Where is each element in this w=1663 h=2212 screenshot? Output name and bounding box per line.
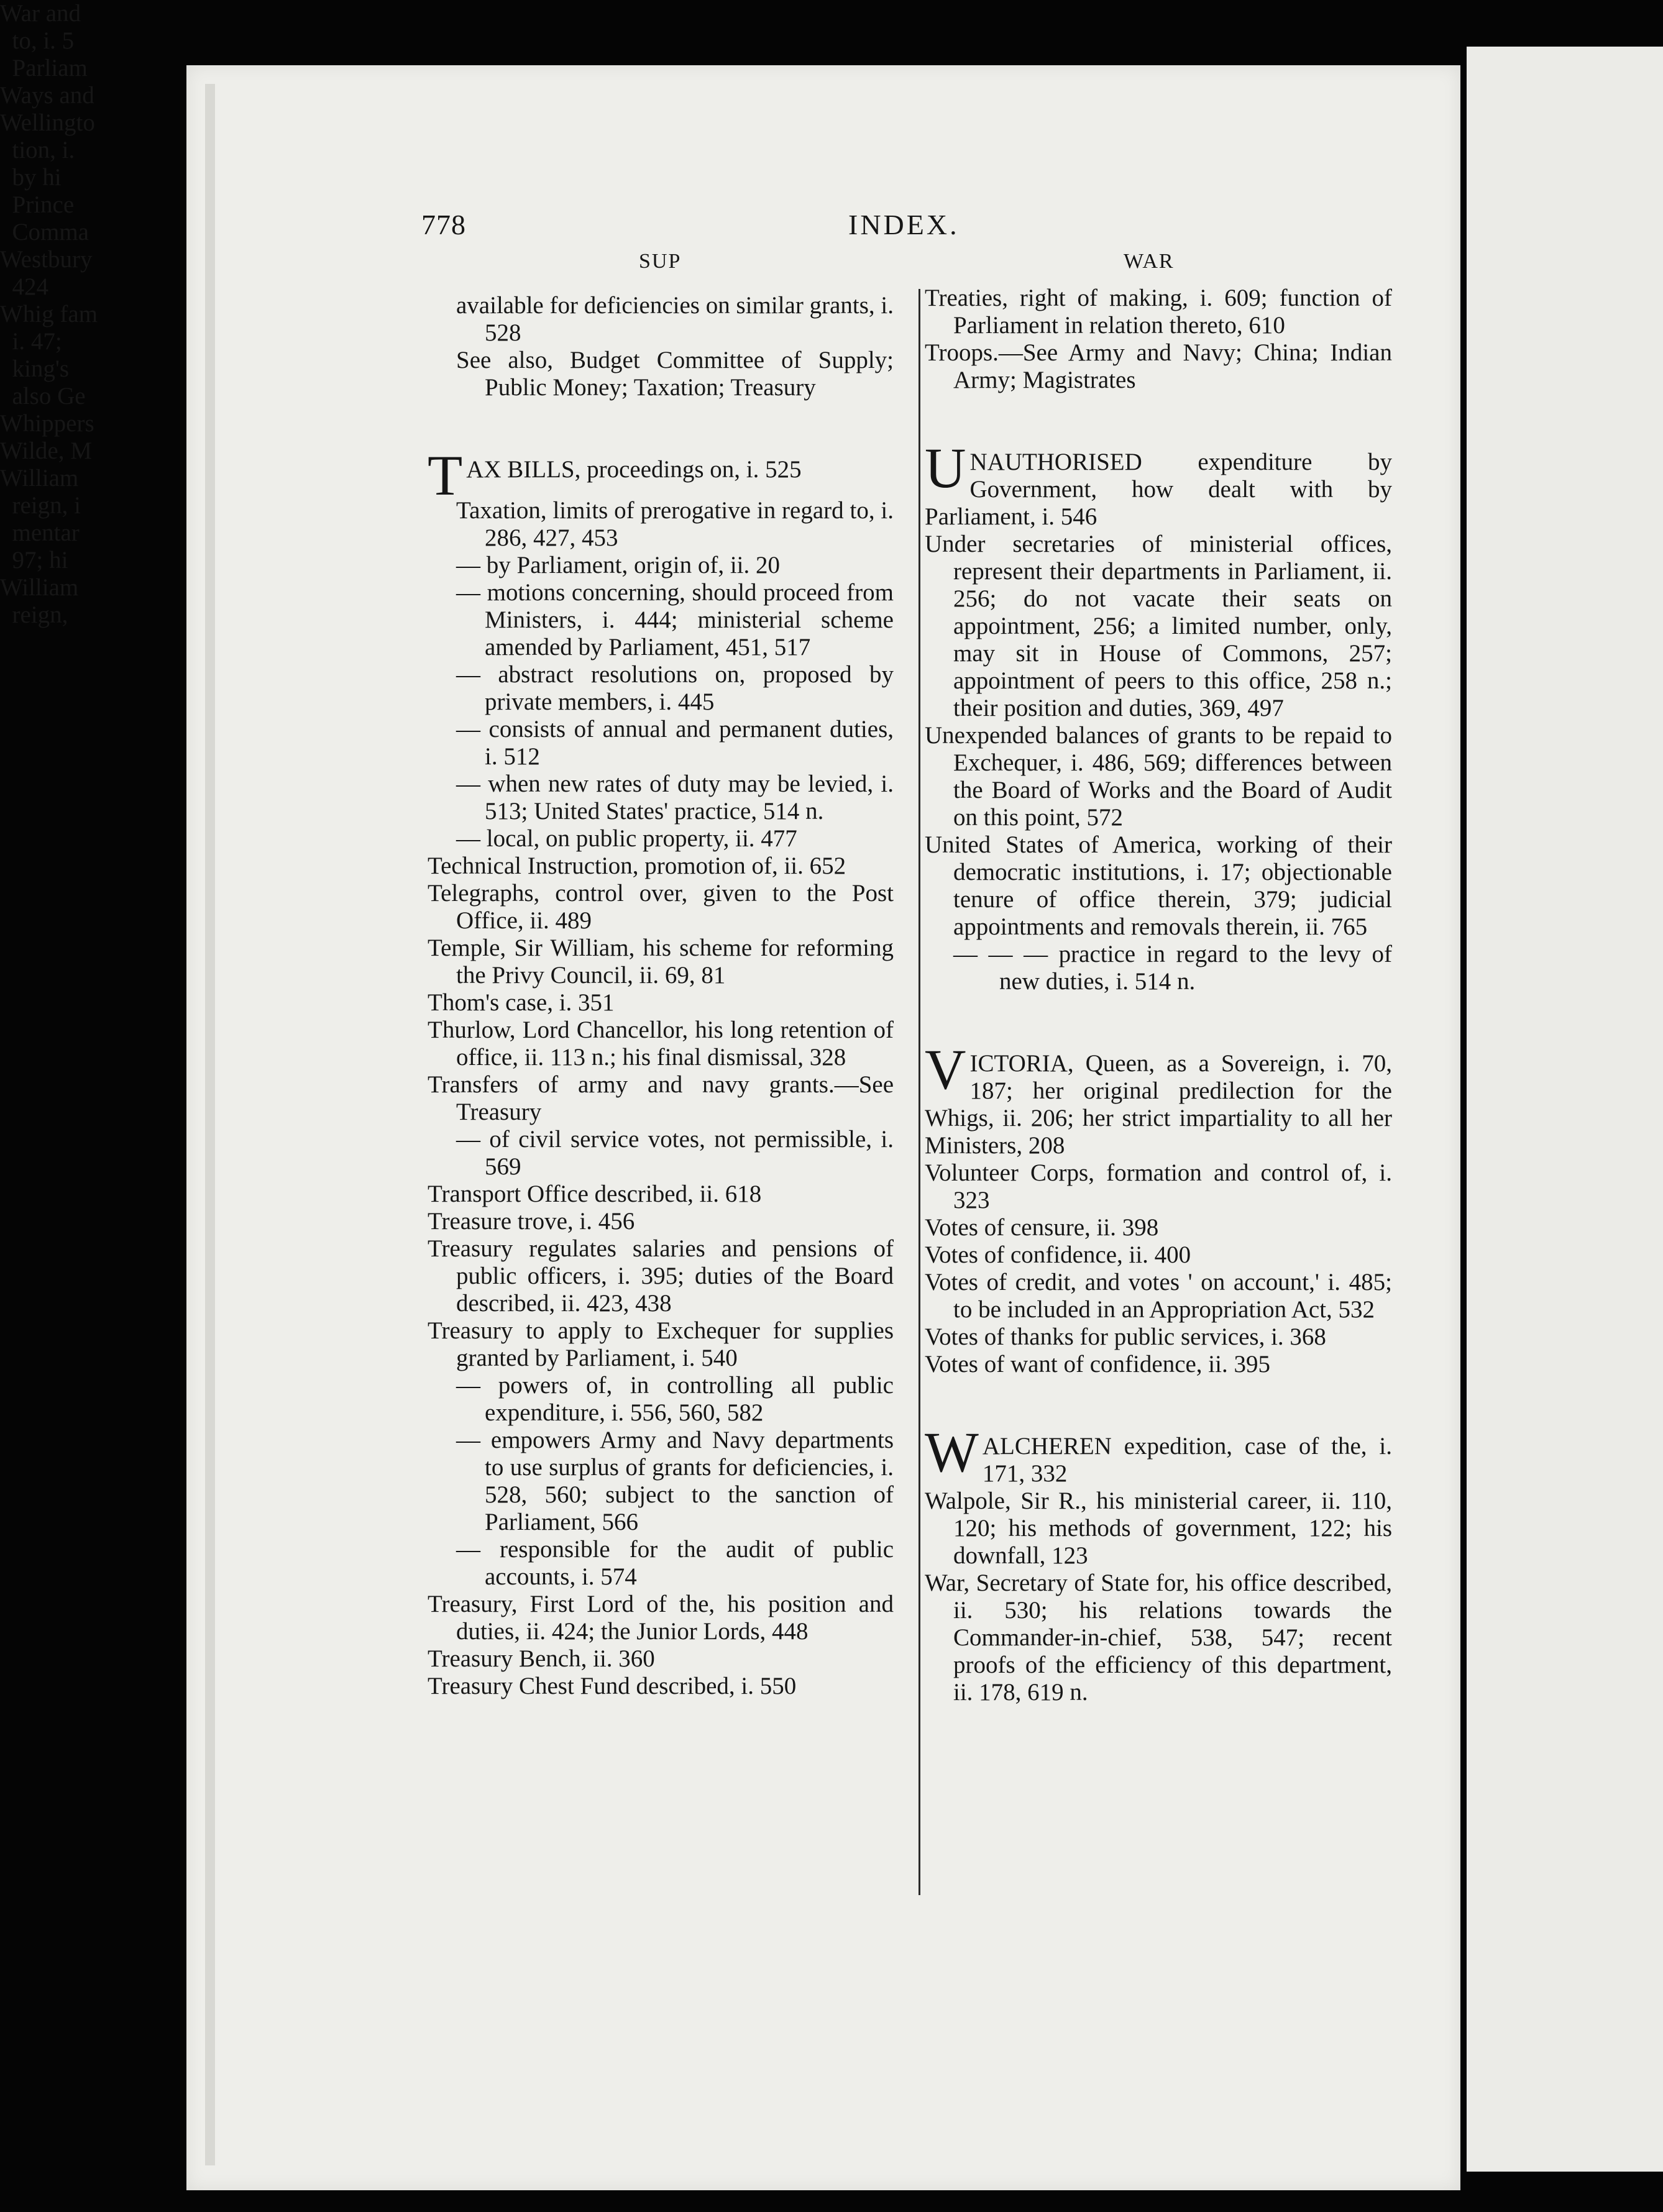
page-number: 778 xyxy=(421,209,466,240)
index-entry: — consists of annual and permanent duties, i. 512 xyxy=(456,716,894,770)
index-entry: Under secretaries of ministerial offices, represent their departments in Parliament, ii. 256; do not vacate their seats on appointment, 256; a limited number, only, may sit in House of Commons, 257; appointment of peers to this office, 258 n.; their position and duties, 369, 497 xyxy=(925,531,1392,721)
index-entry: — abstract resolutions on, proposed by private members, i. 445 xyxy=(456,661,894,715)
index-entry: Votes of confidence, ii. 400 xyxy=(925,1241,1191,1268)
drop-cap: W xyxy=(925,1433,979,1484)
left-guide-word: SUP xyxy=(639,250,682,273)
index-entry: See also, Budget Committee of Supply; Public Money; Taxation; Treasury xyxy=(456,347,894,401)
index-entry: — responsible for the audit of public accounts, i. 574 xyxy=(456,1536,894,1590)
index-entry: Treasury Chest Fund described, i. 550 xyxy=(428,1673,797,1699)
facing-entry-fragment: to, i. 5 xyxy=(0,27,75,54)
facing-entry-fragment: king's xyxy=(0,355,70,382)
facing-entry-fragment: Whippers xyxy=(0,410,94,437)
index-entry: — motions concerning, should proceed from Ministers, i. 444; ministerial scheme amended by Parliament, 451, 517 xyxy=(456,579,894,660)
right-index-column xyxy=(925,285,1392,1706)
page-title: INDEX. xyxy=(848,209,960,240)
facing-entry-fragment: mentar xyxy=(0,519,80,546)
page-edge xyxy=(205,84,215,2165)
index-entry: War, Secretary of State for, his office described, ii. 530; his relations towards the Commander-in-chief, 538, 547; recent proofs of the efficiency of this department, ii. 178, 619 n. xyxy=(925,1570,1392,1706)
facing-page-column xyxy=(0,0,109,629)
drop-cap: U xyxy=(925,449,966,500)
facing-entry-fragment: William xyxy=(0,465,79,491)
index-entry-text: NAUTHORISED expenditure by Government, how dealt with by Parliament, i. 546 xyxy=(925,449,1392,530)
facing-entry-fragment: Wellingto xyxy=(0,109,95,136)
index-entry: Votes of censure, ii. 398 xyxy=(925,1214,1159,1241)
index-entry: available for deficiencies on similar grants, i. 528 xyxy=(456,292,894,346)
index-entry: Temple, Sir William, his scheme for reforming the Privy Council, ii. 69, 81 xyxy=(428,935,894,989)
index-entry: Telegraphs, control over, given to the Post Office, ii. 489 xyxy=(428,880,894,934)
index-entry: Treasury Bench, ii. 360 xyxy=(428,1645,655,1672)
facing-entry-fragment: Prince xyxy=(0,191,75,218)
facing-entry-fragment: reign, xyxy=(0,601,68,628)
facing-entry-fragment: War and xyxy=(0,0,81,27)
index-entry: Treasure trove, i. 456 xyxy=(428,1208,635,1235)
right-guide-word: WAR xyxy=(1124,250,1175,273)
index-entry: Technical Instruction, promotion of, ii. 652 xyxy=(428,852,846,879)
index-entry: — empowers Army and Navy departments to use surplus of grants for deficiencies, i. 528, 560; subject to the sanction of Parliament, 566 xyxy=(456,1427,894,1535)
index-entry: Treasury to apply to Exchequer for supplies granted by Parliament, i. 540 xyxy=(428,1317,894,1371)
column-divider xyxy=(919,289,920,1895)
index-entry: Votes of credit, and votes ' on account,' i. 485; to be included in an Appropriation Act, 532 xyxy=(925,1269,1392,1323)
index-entry: Taxation, limits of prerogative in regard to, i. 286, 427, 453 xyxy=(456,497,894,551)
facing-page xyxy=(1467,47,1663,2172)
index-entry: Transfers of army and navy grants.—See Treasury xyxy=(428,1071,894,1125)
index-entry-text: ALCHEREN expedition, case of the, i. 171, 332 xyxy=(982,1433,1392,1487)
index-entry: Volunteer Corps, formation and control of, i. 323 xyxy=(925,1159,1392,1213)
index-entry xyxy=(925,449,1392,531)
facing-entry-fragment: by hi xyxy=(0,164,62,191)
index-entry: — — — practice in regard to the levy of new duties, i. 514 n. xyxy=(953,941,1392,995)
index-entry: Votes of want of confidence, ii. 395 xyxy=(925,1351,1270,1378)
facing-entry-fragment: Ways and xyxy=(0,82,94,109)
drop-cap: V xyxy=(925,1050,966,1101)
index-entry-text: ICTORIA, Queen, as a Sovereign, i. 70, 187; her original predilection for the Whigs, ii. 206; her strict impartiality to all her Ministers, 208 xyxy=(925,1050,1392,1159)
index-entry: Treasury, First Lord of the, his position and duties, ii. 424; the Junior Lords, 448 xyxy=(428,1591,894,1645)
drop-cap: T xyxy=(428,456,463,497)
index-entry xyxy=(925,1050,1392,1159)
facing-entry-fragment: Westbury xyxy=(0,246,93,273)
index-entry: Treaties, right of making, i. 609; function of Parliament in relation thereto, 610 xyxy=(925,285,1392,339)
facing-entry-fragment: reign, i xyxy=(0,492,81,519)
facing-entry-fragment: Whig fam xyxy=(0,301,98,327)
index-entry: Walpole, Sir R., his ministerial career, ii. 110, 120; his methods of government, 122; his downfall, 123 xyxy=(925,1488,1392,1569)
facing-entry-fragment: i. 47; xyxy=(0,328,62,355)
index-entry: — by Parliament, origin of, ii. 20 xyxy=(456,552,781,578)
facing-entry-fragment: also Ge xyxy=(0,383,86,409)
facing-entry-fragment: Wilde, M xyxy=(0,437,92,464)
index-entry: United States of America, working of their democratic institutions, i. 17; objectionable tenure of office therein, 379; judicial appointments and removals therein, ii. 765 xyxy=(925,831,1392,940)
index-entry: Thurlow, Lord Chancellor, his long retention of office, ii. 113 n.; his final dismissal, 328 xyxy=(428,1017,894,1071)
facing-entry-fragment: William xyxy=(0,574,79,601)
index-entry: Troops.—See Army and Navy; China; Indian Army; Magistrates xyxy=(925,339,1392,393)
facing-entry-fragment: Comma xyxy=(0,219,89,245)
index-entry: Transport Office described, ii. 618 xyxy=(428,1181,762,1207)
facing-entry-fragment: Parliam xyxy=(0,55,88,81)
index-entry: Treasury regulates salaries and pensions of public officers, i. 395; duties of the Board described, ii. 423, 438 xyxy=(428,1235,894,1317)
index-entry xyxy=(428,456,894,497)
facing-entry-fragment: tion, i. xyxy=(0,137,75,163)
facing-entry-fragment: 424 xyxy=(0,273,48,300)
index-entry: Thom's case, i. 351 xyxy=(428,989,615,1016)
index-entry: Votes of thanks for public services, i. 368 xyxy=(925,1323,1326,1350)
index-entry: — of civil service votes, not permissible, i. 569 xyxy=(456,1126,894,1180)
index-entry: — when new rates of duty may be levied, i. 513; United States' practice, 514 n. xyxy=(456,770,894,825)
index-entry: — powers of, in controlling all public expenditure, i. 556, 560, 582 xyxy=(456,1372,894,1426)
index-entry: — local, on public property, ii. 477 xyxy=(456,825,797,852)
index-entry: Unexpended balances of grants to be repaid to Exchequer, i. 486, 569; differences between the Board of Works and the Board of Audit on this point, 572 xyxy=(925,722,1392,831)
facing-entry-fragment: 97; hi xyxy=(0,547,68,574)
left-index-column xyxy=(428,292,894,1700)
index-entry xyxy=(925,1433,1392,1488)
index-entry-text: AX BILLS, proceedings on, i. 525 xyxy=(466,456,802,483)
